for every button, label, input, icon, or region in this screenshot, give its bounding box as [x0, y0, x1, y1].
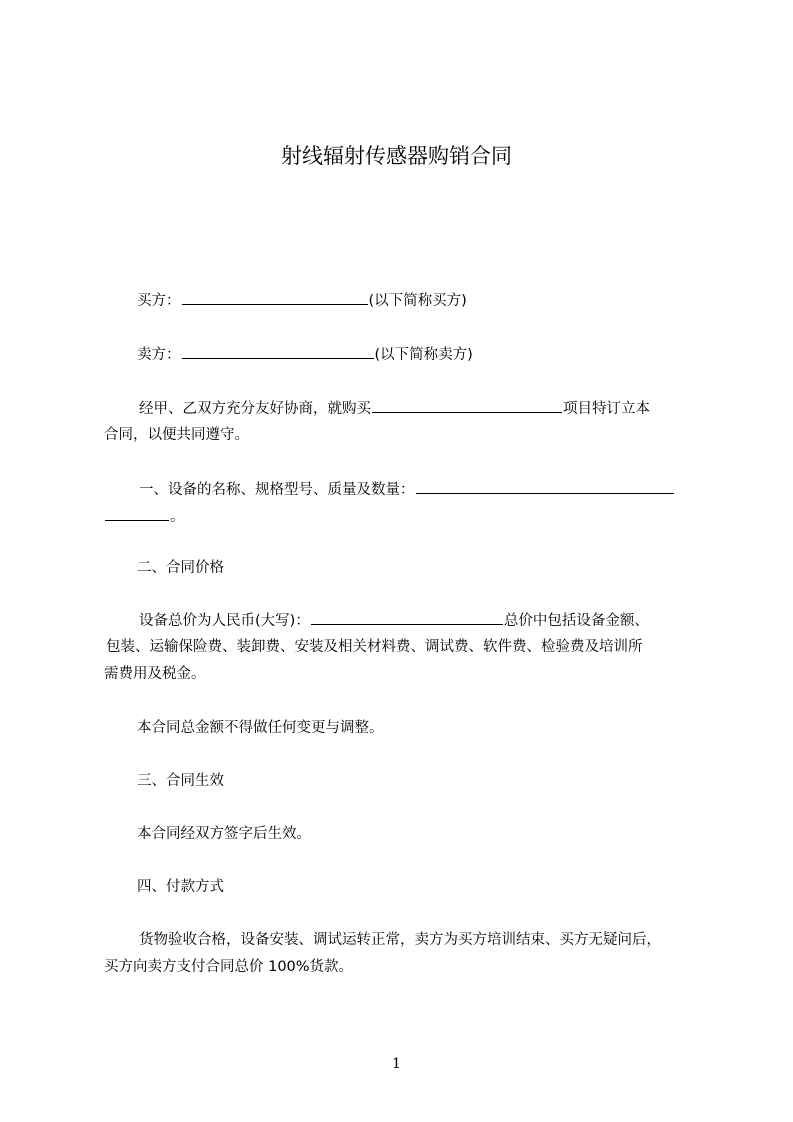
buyer-suffix: (以下简称买方): [368, 293, 467, 309]
document-title: 射线辐射传感器购销合同: [281, 144, 512, 168]
project-blank[interactable]: [372, 398, 562, 413]
section-2-heading: 二、合同价格: [137, 560, 224, 576]
seller-line: [137, 344, 473, 365]
price-prefix: 设备总价为人民币(大写)：: [139, 613, 310, 629]
intro-suffix: 项目特订立本: [563, 401, 650, 417]
section-1-text: 一、设备的名称、规格型号、质量及数量：: [139, 482, 415, 498]
seller-blank[interactable]: [182, 344, 374, 359]
section-1-line-2: [104, 506, 185, 527]
section-2-p1-line-1: [139, 610, 649, 631]
price-suffix: 总价中包括设备金额、: [503, 613, 649, 629]
section-4-heading: 四、付款方式: [137, 879, 224, 895]
equipment-blank-1[interactable]: [416, 479, 674, 494]
seller-label: 卖方：: [137, 347, 181, 363]
section-1-line-1: [139, 479, 675, 500]
section-3-heading: 三、合同生效: [137, 773, 224, 789]
section-1-end: 。: [170, 509, 185, 525]
buyer-label: 买方：: [137, 293, 181, 309]
section-2-p1-line-2: 包装、运输保险费、装卸费、安装及相关材料费、调试费、软件费、检验费及培训所: [106, 639, 643, 655]
buyer-blank[interactable]: [182, 290, 368, 305]
intro-prefix: 经甲、乙双方充分友好协商，就购买: [139, 401, 371, 417]
section-4-p1-line-2: 买方向卖方支付合同总价 100%货款。: [104, 959, 354, 975]
intro-line-2: 合同，以便共同遵守。: [104, 427, 249, 443]
intro-line-1: [139, 398, 650, 419]
section-3-p1: 本合同经双方签字后生效。: [137, 826, 311, 842]
page-number: 1: [392, 1056, 401, 1072]
section-2-p1-line-3: 需费用及税金。: [104, 666, 206, 682]
price-blank[interactable]: [311, 610, 503, 625]
equipment-blank-2[interactable]: [105, 506, 169, 521]
seller-suffix: (以下简称卖方): [374, 347, 473, 363]
section-2-p2: 本合同总金额不得做任何变更与调整。: [137, 720, 384, 736]
buyer-line: [137, 290, 467, 311]
section-4-p1-line-1: 货物验收合格，设备安装、调试运转正常，卖方为买方培训结束、买方无疑问后，: [139, 932, 661, 948]
